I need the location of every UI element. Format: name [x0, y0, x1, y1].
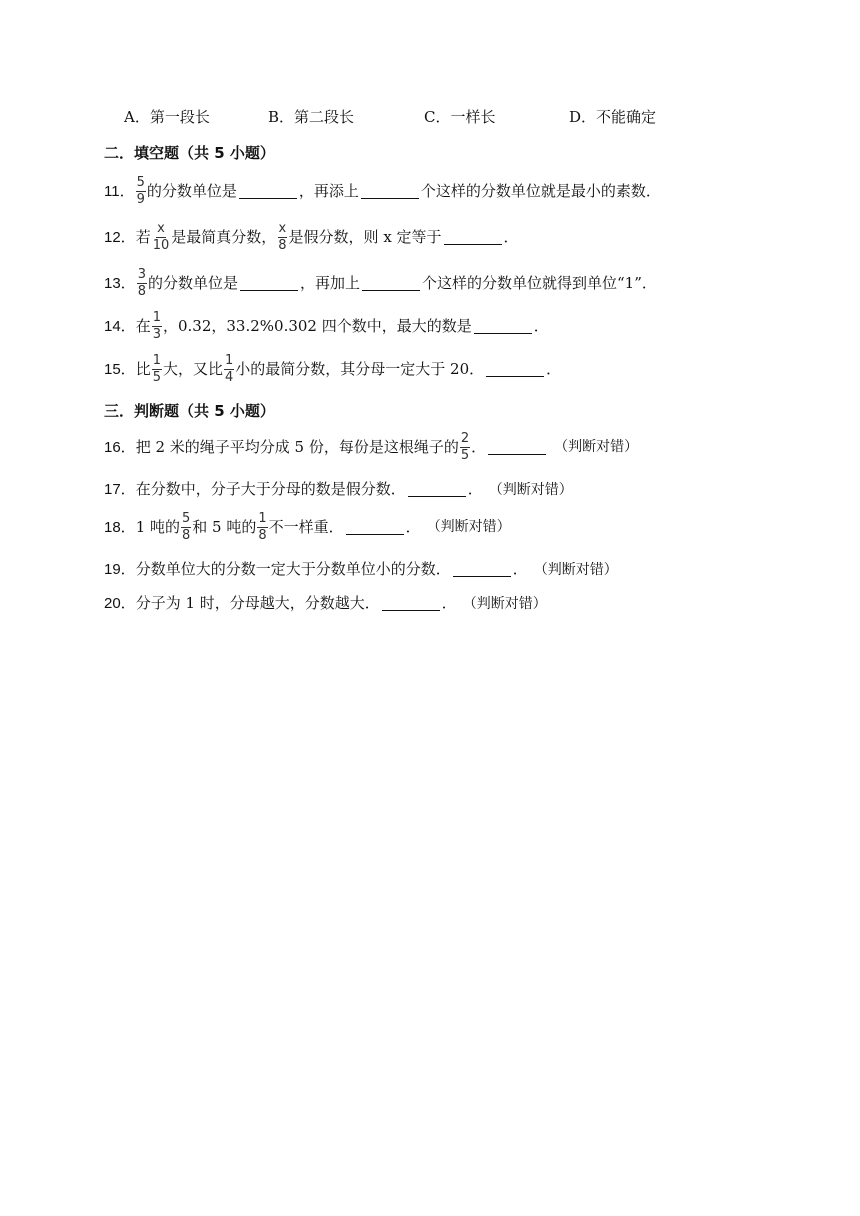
- question-text: 是最简真分数，: [171, 227, 277, 246]
- fraction: $\frac{5}{8}$: [182, 511, 191, 543]
- fraction: $\frac{1}{5}$: [152, 353, 161, 385]
- fraction: $\frac{1}{8}$: [258, 511, 267, 543]
- question-number: 11．: [104, 182, 135, 200]
- answer-blank[interactable]: [474, 319, 532, 334]
- choices-row: [124, 110, 800, 125]
- question-text: ．: [512, 560, 528, 578]
- question-20: [104, 596, 800, 611]
- question-13: [104, 268, 800, 298]
- question-text: ．: [441, 594, 457, 612]
- question-number: 17．: [104, 481, 136, 498]
- question-text: 不一样重．: [268, 517, 344, 536]
- question-text: 1 吨的: [135, 517, 180, 536]
- question-number: 19．: [104, 561, 136, 578]
- fraction: $\frac{2}{5}$: [460, 431, 470, 463]
- answer-blank[interactable]: [453, 562, 511, 577]
- question-text: 分子为 1 时，分母越大，分数越大．: [135, 594, 380, 612]
- choice-a[interactable]: A．第一段长: [124, 108, 210, 126]
- question-number: 16．: [104, 438, 136, 456]
- fraction: $\frac{5}{9}$: [136, 175, 145, 207]
- fraction: $\frac{x}{10}$: [152, 221, 170, 253]
- question-text: 的分数单位是: [146, 181, 237, 200]
- question-text: ，再加上: [299, 273, 360, 292]
- answer-blank[interactable]: [361, 184, 419, 199]
- fraction: $\frac{1}{4}$: [225, 353, 234, 385]
- question-text: ．: [471, 437, 487, 456]
- question-text: 在: [135, 316, 151, 335]
- section-2-title: 二．填空题（共 5 小题）: [104, 144, 275, 162]
- question-text: ，再添上: [298, 181, 359, 200]
- question-text: 把 2 米的绳子平均分成 5 份，每份是这根绳子的: [135, 437, 459, 456]
- question-text: ．: [546, 359, 562, 378]
- question-text: 和 5 吨的: [192, 517, 257, 536]
- question-text: ．: [405, 517, 421, 536]
- choice-b[interactable]: B．第二段长: [268, 108, 355, 126]
- question-text: 是假分数，则 x 定等于: [288, 227, 442, 246]
- question-12: [104, 222, 800, 252]
- question-text: 个这样的分数单位就得到单位“1”．: [422, 273, 657, 292]
- question-14: [104, 311, 800, 341]
- judge-note: （判断对错）: [554, 439, 639, 456]
- question-text: ．: [467, 480, 483, 498]
- question-17: [104, 482, 800, 497]
- question-text: ．: [533, 316, 549, 335]
- fraction: $\frac{x}{8}$: [278, 221, 287, 253]
- question-text: 的分数单位是: [147, 273, 238, 292]
- judge-note: （判断对错）: [533, 561, 618, 578]
- answer-blank[interactable]: [382, 596, 440, 611]
- question-18: [104, 512, 800, 542]
- question-19: [104, 562, 800, 577]
- question-15: [104, 354, 800, 384]
- question-text: 比: [135, 359, 151, 378]
- question-11: [104, 176, 800, 206]
- answer-blank[interactable]: [240, 276, 298, 291]
- question-16: [104, 432, 800, 462]
- choice-c[interactable]: C．一样长: [424, 108, 496, 126]
- answer-blank[interactable]: [408, 482, 466, 497]
- question-text: 大，又比: [162, 359, 223, 378]
- judge-note: （判断对错）: [488, 481, 573, 498]
- section-3-title: 三．判断题（共 5 小题）: [104, 402, 275, 420]
- judge-note: （判断对错）: [462, 595, 547, 612]
- answer-blank[interactable]: [488, 440, 546, 455]
- answer-blank[interactable]: [362, 276, 420, 291]
- choice-d[interactable]: D．不能确定: [569, 108, 657, 126]
- question-text: ，0.32，33.2%0.302 四个数中，最大的数是: [162, 316, 472, 335]
- question-text: 个这样的分数单位就是最小的素数．: [420, 181, 661, 200]
- question-text: 小的最简分数，其分母一定大于 20．: [235, 359, 485, 378]
- question-number: 20．: [104, 595, 136, 612]
- answer-blank[interactable]: [239, 184, 297, 199]
- question-text: 在分数中，分子大于分母的数是假分数．: [135, 480, 406, 498]
- answer-blank[interactable]: [486, 362, 544, 377]
- fraction: $\frac{1}{3}$: [152, 310, 161, 342]
- judge-note: （判断对错）: [426, 519, 511, 536]
- question-number: 15．: [104, 360, 136, 378]
- question-text: 若: [135, 227, 151, 246]
- question-number: 13．: [104, 274, 136, 292]
- question-number: 18．: [104, 518, 136, 536]
- question-text: ．: [503, 227, 519, 246]
- question-number: 12．: [104, 228, 136, 246]
- answer-blank[interactable]: [346, 520, 404, 535]
- fraction: $\frac{3}{8}$: [137, 267, 146, 299]
- question-text: 分数单位大的分数一定大于分数单位小的分数．: [135, 560, 451, 578]
- answer-blank[interactable]: [444, 230, 502, 245]
- question-number: 14．: [104, 317, 136, 335]
